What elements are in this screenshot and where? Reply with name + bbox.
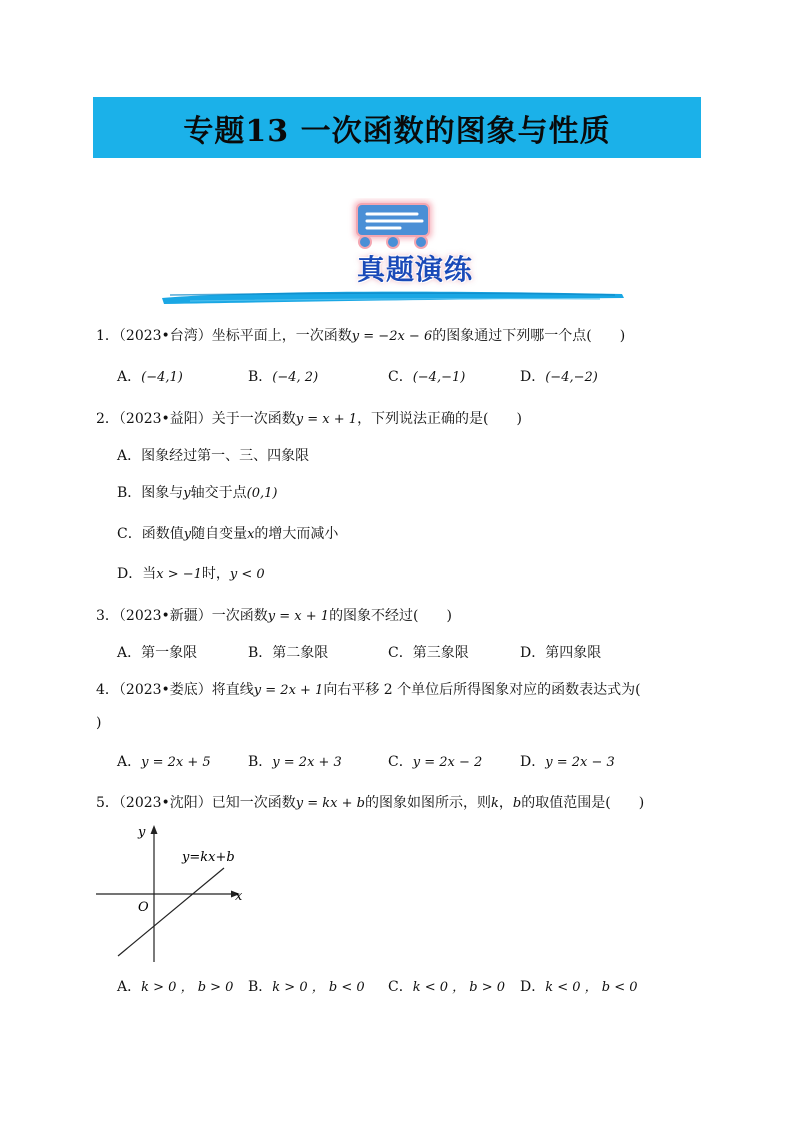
option-text: k > 0 ， b < 0 bbox=[272, 980, 365, 995]
answer-paren: ) bbox=[619, 328, 626, 344]
answer-paren: ) bbox=[96, 715, 102, 731]
formula: y = x + 1 bbox=[295, 412, 358, 427]
option-text: (−4, 2) bbox=[272, 370, 319, 385]
option-letter: D． bbox=[520, 369, 546, 385]
stem-text: 的图象不经过( bbox=[329, 608, 419, 624]
option-letter: D． bbox=[520, 754, 546, 770]
y-axis-label: y bbox=[138, 825, 146, 840]
stem-text: ，下列说法正确的是( bbox=[357, 411, 489, 427]
line-label: y=kx+b bbox=[182, 850, 235, 865]
option-text: (−4,−2) bbox=[545, 370, 598, 385]
x-axis-label: x bbox=[235, 889, 243, 904]
stem-text: 的图象通过下列哪一个点( bbox=[432, 328, 592, 344]
option-letter: D． bbox=[520, 979, 546, 995]
q5-option-d[interactable] bbox=[520, 977, 638, 998]
option-text: 时， bbox=[201, 566, 230, 582]
option-text: k < 0 ， b < 0 bbox=[545, 980, 638, 995]
option-text: 第二象限 bbox=[272, 645, 329, 661]
q4-option-d[interactable] bbox=[520, 752, 615, 773]
option-text: (−4,1) bbox=[141, 370, 183, 385]
option-letter: B． bbox=[248, 754, 273, 770]
option-letter: C． bbox=[388, 645, 413, 661]
formula: y = kx + b bbox=[295, 796, 365, 811]
option-text: 第三象限 bbox=[412, 645, 469, 661]
option-letter: A． bbox=[117, 979, 142, 995]
option-math: (0,1) bbox=[246, 486, 278, 501]
q3-option-a[interactable] bbox=[117, 643, 197, 663]
stem-text: ， bbox=[498, 795, 513, 811]
question-5-stem bbox=[96, 793, 644, 814]
option-text: 函数值 bbox=[141, 526, 184, 542]
q1-option-b[interactable] bbox=[248, 367, 318, 388]
option-letter: C． bbox=[388, 979, 413, 995]
stem-text: 3．（2023•新疆）一次函数 bbox=[96, 608, 268, 624]
formula: y = 2x + 1 bbox=[253, 683, 324, 698]
option-letter: B． bbox=[248, 645, 273, 661]
stem-text: 4．（2023•娄底）将直线 bbox=[96, 682, 254, 698]
answer-paren: ) bbox=[638, 795, 645, 811]
var-b: b bbox=[512, 796, 522, 811]
q3-option-d[interactable] bbox=[520, 643, 601, 663]
option-text: 轴交于点 bbox=[190, 485, 247, 501]
stem-text: 2．（2023•益阳）关于一次函数 bbox=[96, 411, 296, 427]
title-banner bbox=[93, 97, 701, 158]
y-axis-arrow bbox=[151, 825, 158, 834]
option-letter: B． bbox=[248, 979, 273, 995]
page-title: 专题13 一次函数的图象与性质 bbox=[183, 113, 611, 149]
q3-option-b[interactable] bbox=[248, 643, 328, 663]
option-text: y = 2x + 5 bbox=[141, 755, 211, 770]
q2-option-b[interactable] bbox=[117, 483, 277, 504]
section-label: 真题演练 bbox=[356, 253, 473, 286]
q4-option-a[interactable] bbox=[117, 752, 211, 773]
option-text: 随自变量 bbox=[191, 526, 248, 542]
function-line bbox=[118, 868, 224, 956]
linear-function-graph bbox=[92, 822, 252, 967]
question-1-stem bbox=[96, 326, 625, 347]
option-math: y < 0 bbox=[229, 567, 265, 582]
option-text: k > 0 ， b > 0 bbox=[141, 980, 234, 995]
answer-paren: ) bbox=[446, 608, 452, 624]
option-letter: D． bbox=[520, 645, 546, 661]
stem-text: 的取值范围是( bbox=[521, 795, 611, 811]
stem-text: 向右平移 2 个单位后所得图象对应的函数表达式为( bbox=[323, 682, 641, 698]
q4-option-c[interactable] bbox=[388, 752, 482, 773]
q5-option-a[interactable] bbox=[117, 977, 233, 998]
q1-option-c[interactable] bbox=[388, 367, 465, 388]
chat-bubble-icon bbox=[354, 201, 432, 248]
question-2-stem bbox=[96, 409, 522, 430]
option-text: y = 2x − 2 bbox=[412, 755, 483, 770]
question-4-close bbox=[96, 713, 101, 733]
option-letter: D． bbox=[117, 566, 143, 582]
option-letter: B． bbox=[117, 485, 142, 501]
origin-label: O bbox=[138, 900, 149, 915]
option-letter: B． bbox=[248, 369, 273, 385]
q5-option-c[interactable] bbox=[388, 977, 505, 998]
q3-option-c[interactable] bbox=[388, 643, 469, 663]
q2-option-a[interactable] bbox=[117, 446, 309, 466]
option-letter: A． bbox=[117, 369, 142, 385]
question-3-stem bbox=[96, 606, 452, 627]
brush-stroke-divider bbox=[162, 292, 624, 304]
option-text: 第四象限 bbox=[545, 645, 602, 661]
option-math: x bbox=[247, 527, 255, 542]
option-math: y bbox=[183, 527, 192, 542]
option-text: (−4,−1) bbox=[412, 370, 466, 385]
option-letter: C． bbox=[388, 754, 413, 770]
option-math: y bbox=[183, 486, 191, 501]
option-letter: C． bbox=[388, 369, 413, 385]
option-text: 图象经过第一、三、四象限 bbox=[141, 448, 310, 464]
option-text: k < 0 ， b > 0 bbox=[412, 980, 506, 995]
question-4-stem bbox=[96, 680, 641, 701]
var-k: k bbox=[491, 796, 499, 811]
answer-paren: ) bbox=[516, 411, 522, 427]
stem-text: 的图象如图所示，则 bbox=[365, 795, 491, 811]
formula: y = −2x − 6 bbox=[351, 329, 433, 344]
option-letter: A． bbox=[117, 645, 142, 661]
option-text: y = 2x − 3 bbox=[545, 755, 615, 770]
option-letter: A． bbox=[117, 448, 142, 464]
q1-option-a[interactable] bbox=[117, 367, 183, 388]
q2-option-c[interactable] bbox=[117, 524, 338, 545]
option-text: 第一象限 bbox=[141, 645, 198, 661]
q4-option-b[interactable] bbox=[248, 752, 342, 773]
option-math: x > −1 bbox=[156, 567, 202, 582]
option-text: 的增大而减小 bbox=[254, 526, 339, 542]
option-letter: A． bbox=[117, 754, 142, 770]
q1-option-d[interactable] bbox=[520, 367, 598, 388]
formula: y = x + 1 bbox=[267, 609, 330, 624]
option-text: 当 bbox=[142, 566, 157, 582]
option-text: y = 2x + 3 bbox=[272, 755, 342, 770]
stem-text: 5．（2023•沈阳）已知一次函数 bbox=[96, 795, 296, 811]
q5-option-b[interactable] bbox=[248, 977, 365, 998]
q2-option-d[interactable] bbox=[117, 564, 265, 585]
option-letter: C． bbox=[117, 526, 142, 542]
option-text: 图象与 bbox=[141, 485, 184, 501]
stem-text: 1．（2023•台湾）坐标平面上，一次函数 bbox=[96, 328, 352, 344]
